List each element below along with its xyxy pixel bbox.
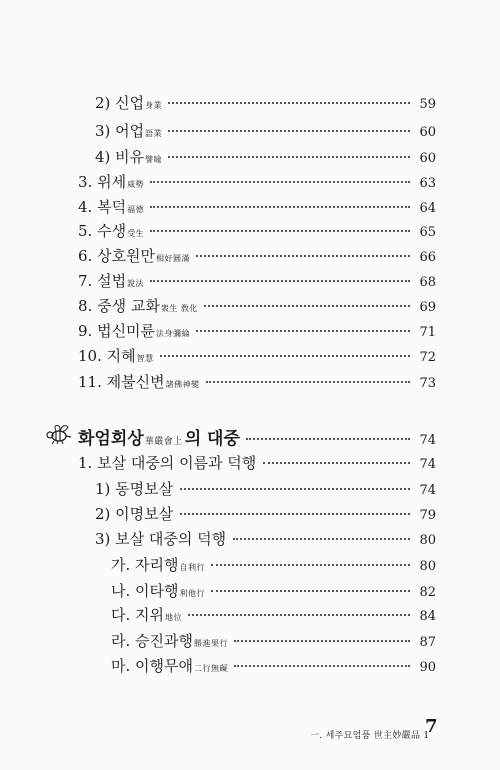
- toc-entry: [95, 478, 436, 500]
- toc-entry-page: 72: [419, 350, 436, 365]
- leader-dots: [263, 448, 410, 464]
- toc-entry-hanja: 智慧: [136, 354, 154, 363]
- toc-entry-label: 5. 수생: [78, 222, 127, 240]
- toc-entry-hanja: 相好圓滿: [156, 254, 191, 263]
- toc-entry-hanja: 自利行: [179, 563, 205, 572]
- toc-entry-label: 3) 어업: [95, 122, 145, 140]
- toc-entry-hanja: 法身彌綸: [156, 329, 191, 338]
- toc-entry-label: 라. 승진과행: [111, 632, 193, 650]
- section-title-hanja: 華嚴會上: [144, 437, 183, 447]
- running-footer: 一. 세주묘엄품 世主妙嚴品 1: [310, 731, 430, 741]
- toc-entry: [78, 220, 436, 242]
- toc-entry-label: 4) 비유: [95, 148, 145, 166]
- toc-entry: [95, 92, 436, 114]
- toc-entry-label: 가. 자리행: [111, 556, 179, 574]
- toc-entry-label: 2) 신업: [95, 94, 145, 112]
- toc-entry-page: 65: [419, 225, 436, 240]
- leader-dots: [211, 576, 410, 592]
- toc-entry: [111, 655, 436, 677]
- toc-entry-hanja: 衆生 敎化: [160, 304, 198, 313]
- leader-dots: [168, 88, 410, 104]
- toc-entry-page: 59: [419, 97, 436, 112]
- leader-dots: [204, 291, 410, 307]
- toc-entry: [78, 245, 436, 267]
- leader-dots: [150, 266, 410, 282]
- leader-dots: [160, 341, 410, 357]
- toc-entry: [78, 371, 436, 393]
- toc-entry: [78, 171, 436, 193]
- section-title-suffix: 의 대중: [184, 429, 240, 449]
- toc-entry-page: 63: [419, 176, 436, 191]
- toc-entry-label: 다. 지위: [111, 606, 165, 624]
- leader-dots: [150, 216, 410, 232]
- section-heading: [78, 424, 436, 449]
- toc-entry-hanja: 受生: [127, 229, 145, 238]
- toc-entry-label: 6. 상호원만: [78, 247, 156, 265]
- toc-entry-label: 3) 보살 대중의 덕행: [95, 530, 227, 548]
- toc-entry-label: 1) 동명보살: [95, 480, 174, 498]
- toc-entry-hanja: 勝進果行: [194, 639, 228, 648]
- leader-dots: [150, 167, 410, 183]
- toc-entry-page: 68: [419, 275, 436, 290]
- leader-dots: [180, 499, 410, 515]
- toc-entry-label: 8. 중생 교화: [78, 297, 160, 315]
- toc-entry-label: 4. 복덕: [78, 198, 127, 216]
- toc-entry: [111, 580, 436, 602]
- toc-entry-label: 10. 지혜: [78, 347, 136, 365]
- toc-entry-page: 74: [419, 457, 436, 472]
- toc-entry: [95, 120, 436, 142]
- toc-entry-page: 60: [419, 151, 436, 166]
- toc-entry: [78, 196, 436, 218]
- toc-entry: [111, 554, 436, 576]
- toc-entry-hanja: 諸佛神變: [165, 380, 200, 389]
- toc-entry-page: 74: [419, 483, 436, 498]
- toc-entry-label: 2) 이명보살: [95, 505, 174, 523]
- toc-entry-page: 64: [419, 201, 436, 216]
- toc-entry: [95, 146, 436, 168]
- toc-entry-hanja: 利他行: [179, 589, 205, 598]
- leader-dots: [234, 626, 410, 642]
- toc-entry: [78, 270, 436, 292]
- toc-entry-label: 1. 보살 대중의 이름과 덕행: [78, 454, 257, 472]
- toc-entry-page: 87: [419, 635, 436, 650]
- toc-entry-page: 71: [419, 325, 436, 340]
- toc-entry-hanja: 說法: [127, 279, 145, 288]
- section-title: 화엄회상: [78, 429, 144, 449]
- toc-entry-page: 79: [419, 508, 436, 523]
- leader-dots: [206, 367, 410, 383]
- toc-entry: [111, 604, 436, 626]
- toc-entry-hanja: 地位: [165, 613, 183, 622]
- leader-dots: [233, 524, 410, 540]
- toc-entry: [78, 320, 436, 342]
- toc-entry-page: 69: [419, 300, 436, 315]
- toc-entry: [111, 630, 436, 652]
- toc-entry-label: 7. 설법: [78, 272, 127, 290]
- toc-entry-label: 11. 제불신변: [78, 373, 165, 391]
- toc-entry: [78, 345, 436, 367]
- leader-dots: [150, 192, 410, 208]
- toc-entry-label: 3. 위세: [78, 173, 127, 191]
- toc-entry-hanja: 身業: [145, 101, 163, 110]
- toc-entry: [95, 528, 436, 550]
- toc-entry: [95, 503, 436, 525]
- toc-entry-page: 73: [419, 376, 436, 391]
- page-number: 7: [425, 716, 438, 737]
- section-page: 74: [419, 433, 436, 448]
- leader-dots: [234, 651, 410, 667]
- toc-entry-label: 마. 이행무애: [111, 657, 193, 675]
- toc-entry-hanja: 威勢: [127, 180, 145, 189]
- toc-entry-page: 80: [419, 559, 436, 574]
- toc-entry-label: 나. 이타행: [111, 582, 179, 600]
- bee-icon: [44, 423, 72, 445]
- leader-dots: [180, 474, 410, 490]
- toc-entry-label: 9. 법신미륜: [78, 322, 156, 340]
- leader-dots: [168, 142, 410, 158]
- toc-entry-page: 60: [419, 125, 436, 140]
- leader-dots: [196, 316, 410, 332]
- leader-dots: [196, 241, 410, 257]
- leader-dots: [188, 600, 410, 616]
- toc-entry-hanja: 語業: [145, 129, 163, 138]
- toc-entry-page: 80: [419, 533, 436, 548]
- toc-entry-hanja: 二行無礙: [194, 664, 228, 673]
- toc-entry-page: 82: [419, 585, 436, 600]
- leader-dots: [168, 116, 410, 132]
- leader-dots: [211, 550, 410, 566]
- toc-entry-page: 84: [419, 609, 436, 624]
- toc-entry-page: 66: [419, 250, 436, 265]
- leader-dots: [246, 424, 410, 440]
- toc-entry: [78, 295, 436, 317]
- toc-entry: [78, 452, 436, 474]
- toc-entry-page: 90: [419, 660, 436, 675]
- toc-entry-hanja: 福德: [127, 205, 145, 214]
- toc-entry-hanja: 譬喩: [145, 155, 163, 164]
